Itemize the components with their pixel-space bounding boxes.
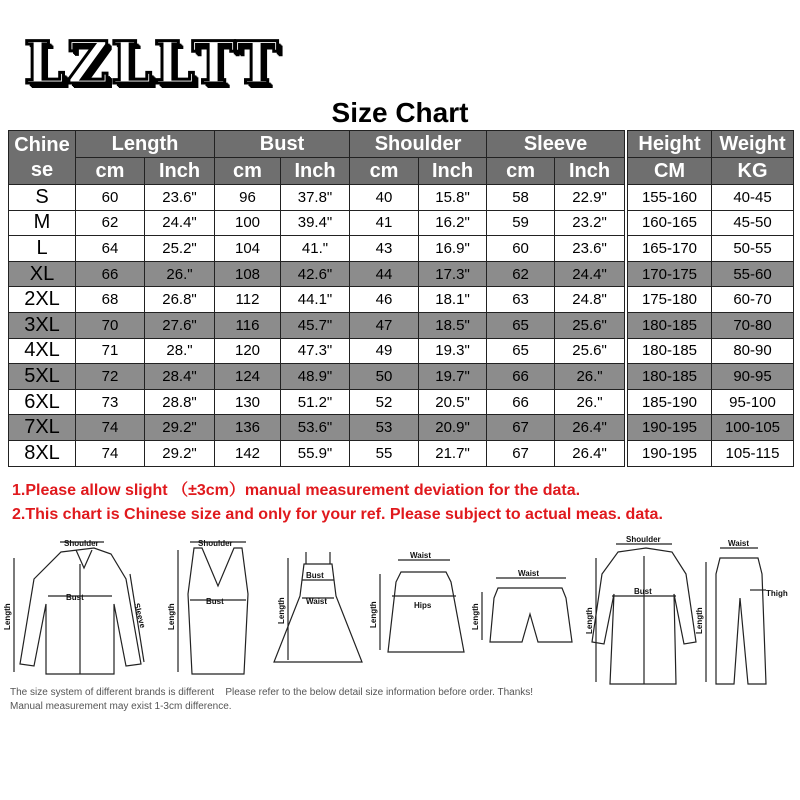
measure-cell: 16.2" <box>419 210 487 236</box>
height-cell: 180-185 <box>628 364 712 390</box>
measure-cell: 67 <box>487 440 555 466</box>
size-cell: L <box>9 236 76 262</box>
measure-cell: 26." <box>145 261 215 287</box>
unit-header: Inch <box>555 158 625 185</box>
measure-cell: 49 <box>350 338 419 364</box>
measure-cell: 28." <box>145 338 215 364</box>
measure-cell: 53 <box>350 415 419 441</box>
measure-cell: 19.3" <box>419 338 487 364</box>
height-cell: 190-195 <box>628 440 712 466</box>
measure-cell: 26." <box>555 389 625 415</box>
height-cell: 155-160 <box>628 185 712 211</box>
measure-cell: 70 <box>76 312 145 338</box>
unit-header: Inch <box>281 158 350 185</box>
brand-logo-text: LZLLTT <box>24 29 281 97</box>
table-row <box>9 210 625 236</box>
measure-cell: 55.9" <box>281 440 350 466</box>
measure-cell: 39.4" <box>281 210 350 236</box>
table-row <box>9 364 625 390</box>
table-row <box>628 261 794 287</box>
unit-header: Inch <box>419 158 487 185</box>
table-row <box>9 389 625 415</box>
measure-cell: 37.8" <box>281 185 350 211</box>
unit-header: cm <box>76 158 145 185</box>
table-row <box>628 185 794 211</box>
measure-cell: 26.4" <box>555 440 625 466</box>
measure-cell: 47.3" <box>281 338 350 364</box>
height-cell: 175-180 <box>628 287 712 313</box>
measure-cell: 43 <box>350 236 419 262</box>
group-header-weight: Weight <box>712 131 794 158</box>
notes <box>12 480 792 528</box>
table-row <box>628 440 794 466</box>
measure-cell: 66 <box>487 389 555 415</box>
weight-cell: 45-50 <box>712 210 794 236</box>
blouse-diagram <box>14 542 144 674</box>
measure-cell: 20.9" <box>419 415 487 441</box>
measure-cell: 60 <box>487 236 555 262</box>
measure-cell: 28.4" <box>145 364 215 390</box>
measure-cell: 64 <box>76 236 145 262</box>
label-length: Length <box>277 597 286 624</box>
size-cell: XL <box>9 261 76 287</box>
measure-cell: 55 <box>350 440 419 466</box>
table-row <box>628 287 794 313</box>
label-shoulder: Shoulder <box>626 535 661 544</box>
label-length: Length <box>585 607 594 634</box>
weight-cell: 70-80 <box>712 312 794 338</box>
measure-cell: 25.6" <box>555 338 625 364</box>
measure-cell: 26." <box>555 364 625 390</box>
size-cell: M <box>9 210 76 236</box>
measure-cell: 16.9" <box>419 236 487 262</box>
measure-cell: 21.7" <box>419 440 487 466</box>
height-cell: 180-185 <box>628 312 712 338</box>
measure-cell: 51.2" <box>281 389 350 415</box>
measure-cell: 24.4" <box>145 210 215 236</box>
table-row <box>9 185 625 211</box>
measure-cell: 71 <box>76 338 145 364</box>
measure-cell: 63 <box>487 287 555 313</box>
label-bust: Bust <box>206 597 224 606</box>
unit-header: cm <box>215 158 281 185</box>
pants-diagram <box>706 548 766 684</box>
measure-cell: 58 <box>487 185 555 211</box>
height-cell: 180-185 <box>628 338 712 364</box>
measure-cell: 124 <box>215 364 281 390</box>
measure-cell: 68 <box>76 287 145 313</box>
measure-cell: 48.9" <box>281 364 350 390</box>
table-row <box>628 210 794 236</box>
measure-cell: 108 <box>215 261 281 287</box>
disclaimer-line: The size system of different brands is different <box>10 687 215 698</box>
measure-cell: 41 <box>350 210 419 236</box>
measure-cell: 116 <box>215 312 281 338</box>
weight-cell: 60-70 <box>712 287 794 313</box>
measure-cell: 62 <box>487 261 555 287</box>
table-row <box>628 236 794 262</box>
measure-cell: 74 <box>76 440 145 466</box>
table-row <box>9 312 625 338</box>
disclaimer-line: Manual measurement may exist 1-3cm difference. <box>10 701 232 712</box>
size-cell: 4XL <box>9 338 76 364</box>
size-column-header: Chine se <box>9 131 76 185</box>
label-waist: Waist <box>728 539 750 548</box>
measure-cell: 41." <box>281 236 350 262</box>
measure-cell: 17.3" <box>419 261 487 287</box>
measure-cell: 46 <box>350 287 419 313</box>
size-cell: S <box>9 185 76 211</box>
weight-cell: 40-45 <box>712 185 794 211</box>
measure-cell: 112 <box>215 287 281 313</box>
label-waist: Waist <box>306 597 328 606</box>
measure-cell: 28.8" <box>145 389 215 415</box>
label-length: Length <box>3 603 12 630</box>
measure-cell: 27.6" <box>145 312 215 338</box>
table-row <box>9 287 625 313</box>
measure-cell: 18.1" <box>419 287 487 313</box>
measure-cell: 15.8" <box>419 185 487 211</box>
measure-cell: 23.2" <box>555 210 625 236</box>
group-header-shoulder: Shoulder <box>350 131 487 158</box>
page-title: Size Chart <box>331 97 469 128</box>
unit-header: CM <box>628 158 712 185</box>
label-length: Length <box>695 607 704 634</box>
height-cell: 165-170 <box>628 236 712 262</box>
table-row <box>9 338 625 364</box>
unit-header: Inch <box>145 158 215 185</box>
measure-cell: 29.2" <box>145 415 215 441</box>
measure-cell: 44 <box>350 261 419 287</box>
measure-cell: 67 <box>487 415 555 441</box>
measure-cell: 26.4" <box>555 415 625 441</box>
unit-header: KG <box>712 158 794 185</box>
measure-cell: 22.9" <box>555 185 625 211</box>
table-row <box>628 338 794 364</box>
measure-cell: 50 <box>350 364 419 390</box>
label-shoulder: Shoulder <box>198 539 233 548</box>
label-length: Length <box>167 603 176 630</box>
measure-cell: 19.7" <box>419 364 487 390</box>
measure-cell: 23.6" <box>555 236 625 262</box>
table-row <box>9 440 625 466</box>
measure-cell: 53.6" <box>281 415 350 441</box>
weight-cell: 105-115 <box>712 440 794 466</box>
size-cell: 8XL <box>9 440 76 466</box>
label-bust: Bust <box>634 587 652 596</box>
size-table <box>8 130 625 467</box>
measure-cell: 18.5" <box>419 312 487 338</box>
measure-cell: 96 <box>215 185 281 211</box>
measure-cell: 104 <box>215 236 281 262</box>
note-line: 1.Please allow slight （±3cm）manual measurement deviation for the data. <box>12 482 581 499</box>
measure-cell: 26.8" <box>145 287 215 313</box>
group-header-length: Length <box>76 131 215 158</box>
weight-cell: 80-90 <box>712 338 794 364</box>
group-header-height: Height <box>628 131 712 158</box>
disclaimer <box>10 686 790 714</box>
table-row <box>9 261 625 287</box>
weight-cell: 95-100 <box>712 389 794 415</box>
size-cell: 2XL <box>9 287 76 313</box>
shorts-diagram <box>482 578 572 642</box>
label-length: Length <box>369 601 378 628</box>
label-waist: Waist <box>518 569 540 578</box>
measurement-diagrams <box>3 534 796 684</box>
measure-cell: 130 <box>215 389 281 415</box>
weight-cell: 55-60 <box>712 261 794 287</box>
table-row <box>628 415 794 441</box>
note-line: 2.This chart is Chinese size and only for your ref. Please subject to actual meas. data. <box>12 506 663 523</box>
size-cell: 6XL <box>9 389 76 415</box>
measure-cell: 47 <box>350 312 419 338</box>
table-row <box>628 312 794 338</box>
coat-diagram <box>592 544 696 684</box>
label-bust: Bust <box>306 571 324 580</box>
measure-cell: 100 <box>215 210 281 236</box>
height-cell: 185-190 <box>628 389 712 415</box>
measure-cell: 66 <box>487 364 555 390</box>
measure-cell: 42.6" <box>281 261 350 287</box>
measure-cell: 136 <box>215 415 281 441</box>
label-shoulder: Shoulder <box>64 539 99 548</box>
label-length: Length <box>471 603 480 630</box>
height-weight-table <box>627 130 794 467</box>
measure-cell: 52 <box>350 389 419 415</box>
size-cell: 3XL <box>9 312 76 338</box>
measure-cell: 45.7" <box>281 312 350 338</box>
measure-cell: 24.8" <box>555 287 625 313</box>
dress-diagram <box>274 552 362 662</box>
measure-cell: 23.6" <box>145 185 215 211</box>
group-header-bust: Bust <box>215 131 350 158</box>
measure-cell: 29.2" <box>145 440 215 466</box>
measure-cell: 120 <box>215 338 281 364</box>
height-cell: 190-195 <box>628 415 712 441</box>
measure-cell: 25.2" <box>145 236 215 262</box>
measure-cell: 40 <box>350 185 419 211</box>
measure-cell: 24.4" <box>555 261 625 287</box>
measure-cell: 72 <box>76 364 145 390</box>
size-cell: 7XL <box>9 415 76 441</box>
table-row <box>9 236 625 262</box>
measure-cell: 44.1" <box>281 287 350 313</box>
measure-cell: 65 <box>487 312 555 338</box>
unit-header: cm <box>487 158 555 185</box>
disclaimer-line: Please refer to the below detail size information before order. Thanks! <box>225 687 534 698</box>
measure-cell: 65 <box>487 338 555 364</box>
table-row <box>628 364 794 390</box>
measure-cell: 142 <box>215 440 281 466</box>
measure-cell: 59 <box>487 210 555 236</box>
height-cell: 170-175 <box>628 261 712 287</box>
size-cell: 5XL <box>9 364 76 390</box>
tank-diagram <box>178 542 248 674</box>
weight-cell: 100-105 <box>712 415 794 441</box>
table-row <box>9 415 625 441</box>
weight-cell: 90-95 <box>712 364 794 390</box>
measure-cell: 25.6" <box>555 312 625 338</box>
weight-cell: 50-55 <box>712 236 794 262</box>
measure-cell: 73 <box>76 389 145 415</box>
measure-cell: 66 <box>76 261 145 287</box>
label-hips: Hips <box>414 601 432 610</box>
measure-cell: 62 <box>76 210 145 236</box>
measure-cell: 74 <box>76 415 145 441</box>
label-bust: Bust <box>66 593 84 602</box>
measure-cell: 20.5" <box>419 389 487 415</box>
brand-logo <box>24 29 281 97</box>
label-waist: Waist <box>410 551 432 560</box>
unit-header: cm <box>350 158 419 185</box>
label-sleeve: Sleeve <box>132 602 148 630</box>
measure-cell: 60 <box>76 185 145 211</box>
label-thigh: Thigh <box>766 589 788 598</box>
group-header-sleeve: Sleeve <box>487 131 625 158</box>
table-row <box>628 389 794 415</box>
height-cell: 160-165 <box>628 210 712 236</box>
